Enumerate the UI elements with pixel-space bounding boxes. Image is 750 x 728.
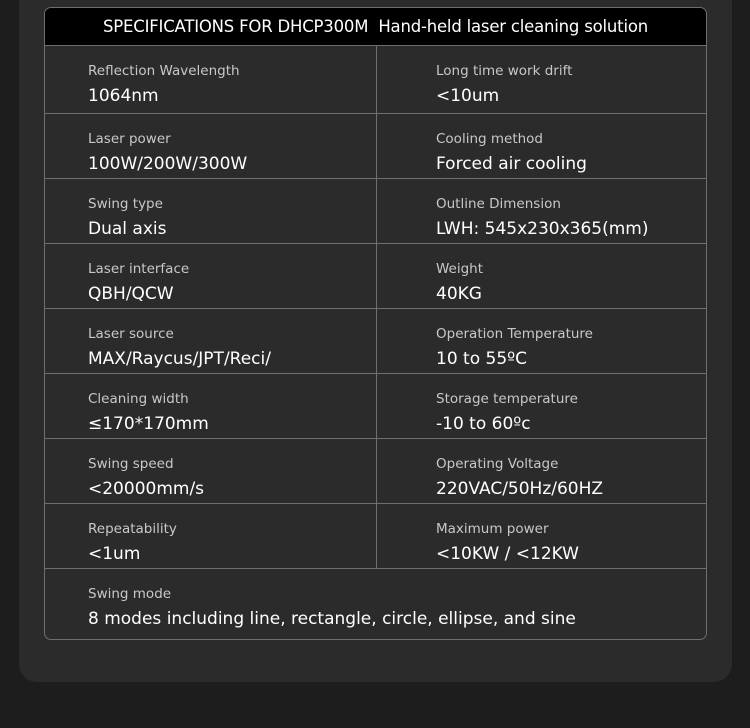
spec-label: Operation Temperature <box>436 326 593 342</box>
spec-value: <20000mm/s <box>88 479 205 499</box>
spec-label: Swing mode <box>88 586 172 602</box>
spec-cell <box>45 439 377 503</box>
spec-label: Laser interface <box>88 261 190 277</box>
spec-cell <box>45 309 377 373</box>
spec-label: Repeatability <box>88 521 177 537</box>
spec-cell <box>45 504 377 568</box>
spec-label: Outline Dimension <box>436 196 561 212</box>
table-row <box>45 114 706 179</box>
spec-cell <box>45 46 377 113</box>
spec-value: 100W/200W/300W <box>88 154 248 174</box>
spec-value: 1064nm <box>88 86 159 106</box>
spec-title: SPECIFICATIONS FOR DHCP300M Hand-held laser cleaning solution <box>45 8 706 46</box>
spec-value: MAX/Raycus/JPT/Reci/ <box>88 349 271 369</box>
spec-value: <10um <box>436 86 500 106</box>
table-row <box>45 309 706 374</box>
spec-cell <box>377 374 706 438</box>
table-row <box>45 439 706 504</box>
spec-cell <box>45 374 377 438</box>
spec-cell <box>45 179 377 243</box>
spec-label: Weight <box>436 261 484 277</box>
spec-cell <box>377 439 706 503</box>
spec-cell <box>377 504 706 568</box>
spec-label: Swing type <box>88 196 163 212</box>
spec-value: ≤170*170mm <box>88 414 209 434</box>
spec-value: Forced air cooling <box>436 154 587 174</box>
spec-cell <box>377 244 706 308</box>
spec-cell <box>377 179 706 243</box>
spec-cell <box>377 114 706 178</box>
table-row <box>45 179 706 244</box>
spec-label: Laser power <box>88 131 171 147</box>
table-row <box>45 46 706 114</box>
table-row <box>45 504 706 569</box>
spec-value: 8 modes including line, rectangle, circle, ellipse, and sine <box>88 609 576 629</box>
spec-label: Reflection Wavelength <box>88 63 240 79</box>
spec-label: Laser source <box>88 326 174 342</box>
spec-value: LWH: 545x230x365(mm) <box>436 219 649 239</box>
spec-label: Cooling method <box>436 131 543 147</box>
spec-label: Swing speed <box>88 456 174 472</box>
spec-value: 40KG <box>436 284 482 304</box>
spec-value: -10 to 60ºc <box>436 414 531 434</box>
spec-cell <box>45 114 377 178</box>
spec-label: Cleaning width <box>88 391 189 407</box>
spec-value: QBH/QCW <box>88 284 174 304</box>
spec-label: Storage temperature <box>436 391 578 407</box>
spec-label: Operating Voltage <box>436 456 559 472</box>
spec-cell <box>45 244 377 308</box>
table-row <box>45 374 706 439</box>
spec-label: Maximum power <box>436 521 549 537</box>
spec-cell <box>377 309 706 373</box>
table-row <box>45 244 706 309</box>
spec-label: Long time work drift <box>436 63 573 79</box>
spec-value: <10KW / <12KW <box>436 544 579 564</box>
spec-cell <box>45 569 706 639</box>
spec-value: 220VAC/50Hz/60HZ <box>436 479 604 499</box>
spec-table <box>44 7 707 640</box>
spec-value: 10 to 55ºC <box>436 349 528 369</box>
spec-value: Dual axis <box>88 219 167 239</box>
table-row <box>45 569 706 639</box>
spec-value: <1um <box>88 544 141 564</box>
spec-cell <box>377 46 706 113</box>
